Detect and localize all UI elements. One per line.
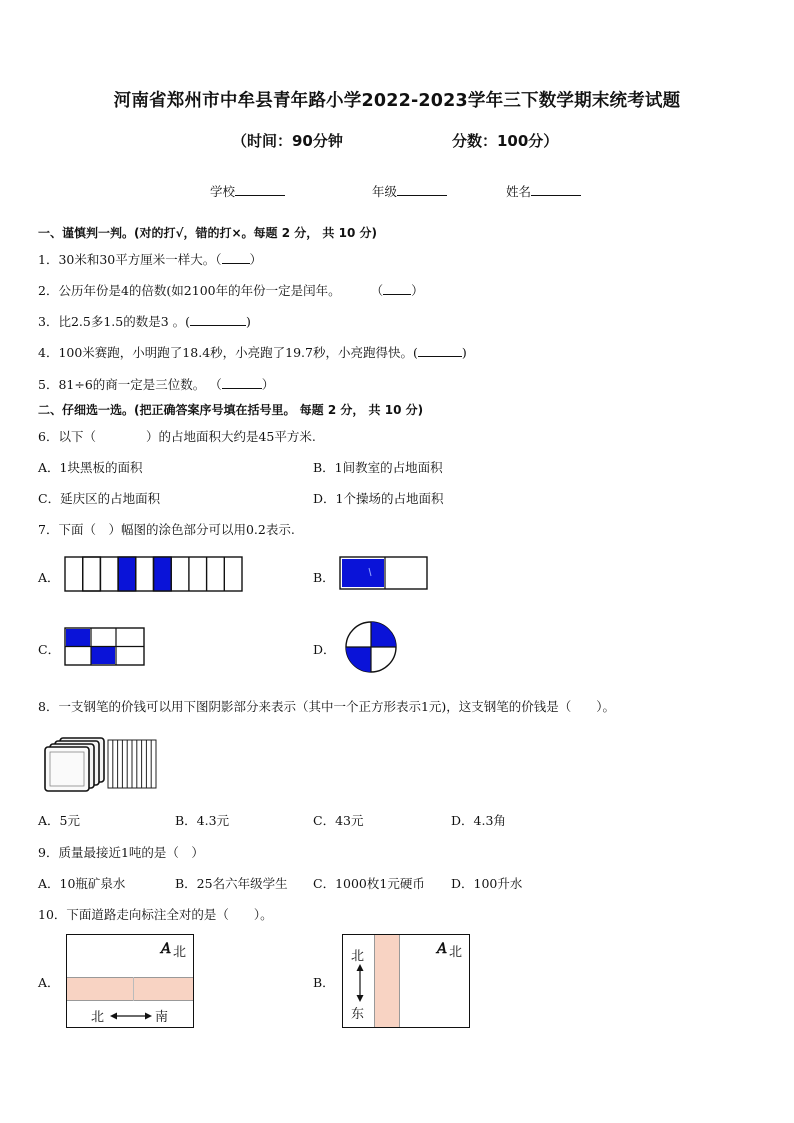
q7-option-c-label[interactable]: C． xyxy=(38,642,61,657)
exam-time: （时间：90分钟 xyxy=(232,132,343,150)
q5-text: 5．81÷6的商一定是三位数。 （ xyxy=(38,377,222,392)
question-1 xyxy=(38,250,262,268)
q2-text: 2．公历年份是4的倍数(如2100年的年份一定是闰年。 xyxy=(38,283,341,298)
q2-answer-blank[interactable] xyxy=(383,282,411,295)
question-3: 3．比2.5多1.5的数是3 。( ) xyxy=(38,314,251,329)
school-field xyxy=(210,182,285,200)
school-blank[interactable] xyxy=(235,183,285,196)
section2-heading: 二、仔细选一选。(把正确答案序号填在括号里。 每题 2 分， 共 10 分) xyxy=(38,403,424,417)
q4-answer-blank[interactable] xyxy=(418,344,462,357)
north-compass-icon: 𝐴 xyxy=(161,941,172,957)
grade-field xyxy=(372,182,447,200)
q7-figure-b xyxy=(339,556,429,590)
name-field xyxy=(506,182,581,200)
q7-figure-a xyxy=(64,556,244,592)
tenth-strips xyxy=(108,740,156,788)
q10-map-a xyxy=(66,934,194,1028)
q9-option-c[interactable]: C．1000枚1元硬币 xyxy=(313,876,425,891)
q5-answer-blank[interactable] xyxy=(222,376,262,389)
q9-option-a[interactable]: A．10瓶矿泉水 xyxy=(38,876,126,891)
name-blank[interactable] xyxy=(531,183,581,196)
q8-option-c[interactable]: C．43元 xyxy=(313,813,364,828)
q7-option-a-label[interactable]: A． xyxy=(38,570,60,585)
q3-text: 3．比2.5多1.5的数是3 。( xyxy=(38,314,191,329)
road-a-left-label: 北 xyxy=(91,1010,105,1025)
north-compass-icon: 𝐴 xyxy=(437,941,448,957)
question-8: 8．一支钢笔的价钱可以用下图阴影部分来表示（其中一个正方形表示1元)，这支钢笔的价钱是（ ）。 xyxy=(38,699,616,714)
double-arrow-icon xyxy=(109,1011,153,1021)
grade-blank[interactable] xyxy=(397,183,447,196)
question-5 xyxy=(38,375,274,393)
q3-answer-blank[interactable] xyxy=(190,313,246,326)
q9-option-b[interactable]: B．25名六年级学生 xyxy=(175,876,288,891)
map-b-north-label: 北 xyxy=(449,945,463,960)
q7-figure-c xyxy=(64,627,146,667)
q6-option-c[interactable]: C．延庆区的占地面积 xyxy=(38,491,161,506)
q6-option-b[interactable]: B．1间教室的占地面积 xyxy=(313,460,443,475)
q7-option-d-label[interactable]: D． xyxy=(313,642,336,657)
q10-option-b-label[interactable]: B． xyxy=(313,975,335,990)
road-a-right-label: 南 xyxy=(155,1010,169,1025)
question-7: 7．下面（ ）幅图的涂色部分可以用0.2表示. xyxy=(38,522,295,537)
q7-figure-d xyxy=(344,620,398,674)
q10-option-a-label[interactable]: A． xyxy=(38,975,60,990)
question-9: 9．质量最接近1吨的是（ ） xyxy=(38,845,204,860)
q10-map-b xyxy=(342,934,470,1028)
q8-option-d[interactable]: D．4.3角 xyxy=(451,813,506,828)
q2-close-paren: ） xyxy=(411,283,424,298)
q9-option-d[interactable]: D．100升水 xyxy=(451,876,523,891)
q1-close-paren: ） xyxy=(249,252,263,267)
q6-option-a[interactable]: A．1块黑板的面积 xyxy=(38,460,143,475)
q1-text: 1．30米和30平方厘米一样大。（ xyxy=(38,252,222,267)
q8-option-b[interactable]: B．4.3元 xyxy=(175,813,230,828)
stacked-square-1 xyxy=(45,747,89,791)
road-b-bottom-label: 东 xyxy=(351,1007,365,1022)
name-label: 姓名 xyxy=(506,184,532,199)
question-6: 6．以下（ ）的占地面积大约是45平方米. xyxy=(38,429,316,444)
map-a-north-label: 北 xyxy=(173,945,187,960)
grade-label: 年级 xyxy=(372,184,398,199)
road-a xyxy=(67,977,193,1001)
vertical-double-arrow-icon xyxy=(355,963,365,1003)
q4-text: 4．100米赛跑，小明跑了18.4秒，小亮跑了19.7秒，小亮跑得快。( xyxy=(38,345,418,360)
road-b-top-label: 北 xyxy=(351,949,365,964)
q1-answer-blank[interactable] xyxy=(222,251,250,264)
q6-option-d[interactable]: D．1个操场的占地面积 xyxy=(313,491,444,506)
school-label: 学校 xyxy=(210,184,236,199)
q8-option-a[interactable]: A．5元 xyxy=(38,813,80,828)
question-4: 4．100米赛跑，小明跑了18.4秒，小亮跑了19.7秒，小亮跑得快。( ) xyxy=(38,345,467,360)
q7-option-b-label[interactable]: B． xyxy=(313,570,335,585)
q5-close-paren: ） xyxy=(261,377,275,392)
road-b xyxy=(374,935,400,1027)
exam-score: 分数：100分） xyxy=(452,132,559,150)
question-10: 10．下面道路走向标注全对的是（ ）。 xyxy=(38,907,273,922)
page-title: 河南省郑州市中牟县青年路小学2022-2023学年三下数学期末统考试题 xyxy=(113,91,681,111)
question-2: 2．公历年份是4的倍数(如2100年的年份一定是闰年。 （ ） xyxy=(38,283,424,298)
section1-heading: 一、谨慎判一判。(对的打√，错的打×。每题 2 分， 共 10 分) xyxy=(38,226,377,240)
q8-money-figure xyxy=(44,736,162,792)
